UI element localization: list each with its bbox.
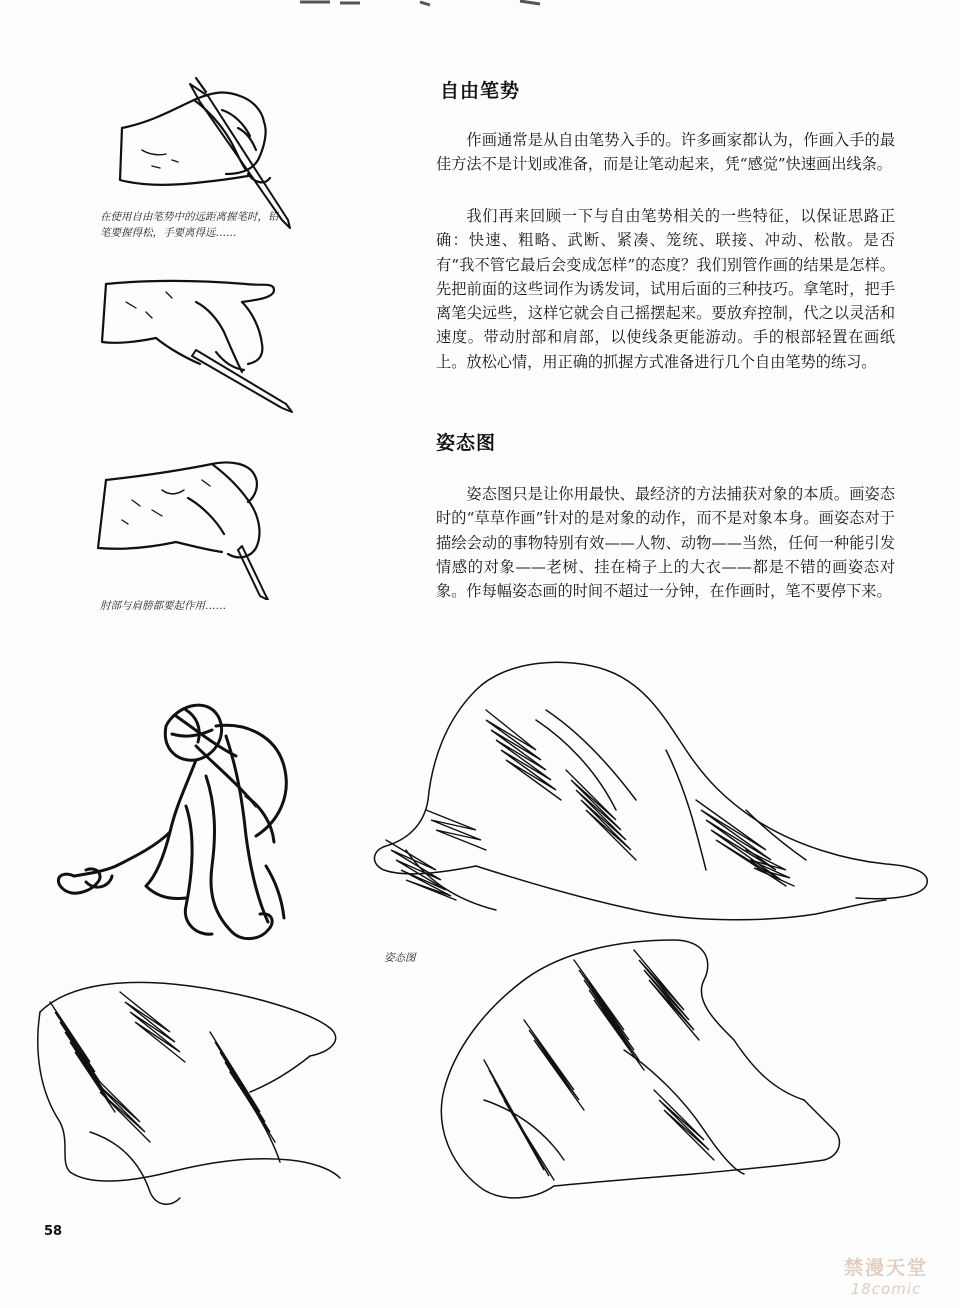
- section-heading-gesture: 姿态图: [436, 432, 497, 454]
- paragraph-gesture: 姿态图只是让你用最快、最经济的方法捕获对象的本质。画姿态时的“草草作画”针对的是对象的动作，而不是对象本身。画姿态对于描绘会动的事物特别有效——人物、动物——当然，任何一种能引发情感的对象——老树、挂在椅子上的大衣——都是不错的画姿态对象。作每幅姿态画的时间不超过一分钟，在作画时，笔不要停下来。: [436, 485, 895, 601]
- paragraph-free-stroke-details: 我们再来回顾一下与自由笔势相关的一些特征，以保证思路正确：快速、粗略、武断、紧凑、笼统、联接、冲动、松散。是否有“我不管它最后会变成怎样”的态度？我们别管作画的结果是怎样。先把前面的这些词作为诱发词，试用后面的三种技巧。拿笔时，把手离笔尖远些，这样它就会自己摇摆起来。要放弃控制，代之以灵活和速度。带动肘部和肩部，以使线条更能游动。手的根部轻置在画纸上。放松心情，用正确的抓握方式准备进行几个自由笔势的练习。: [436, 207, 895, 371]
- hand-pencil-under-palm-illustration: [96, 272, 306, 422]
- hand-drawing-3: [92, 450, 282, 600]
- gesture-drawing-kneeling-figure: [366, 650, 936, 950]
- gesture-drawing-reclining-figure: [30, 972, 350, 1212]
- seated-figure-sketch: [424, 920, 850, 1210]
- gesture-drawing-seated-figure: [424, 920, 850, 1210]
- hand-far-grip-illustration: [112, 70, 302, 230]
- caption-far-grip: 在使用自由笔势中的远距离握笔时，铅笔要握得松，手要离得远……: [100, 211, 279, 239]
- section-heading-free-stroke: 自由笔势: [440, 80, 521, 102]
- crouching-figure-sketch: [46, 686, 308, 956]
- caption-elbow-shoulder: 肘部与肩膀都要起作用……: [100, 600, 226, 612]
- site-watermark-logo: [836, 1253, 936, 1298]
- gesture-drawing-crouching-figure: [46, 686, 308, 956]
- page-number: 58: [44, 1224, 63, 1239]
- kneeling-figure-sketch: [366, 650, 936, 950]
- reclining-figure-sketch: [30, 972, 350, 1212]
- watermark-line2: 18comic: [850, 1280, 922, 1298]
- watermark-line1: 禁漫天堂: [843, 1257, 928, 1279]
- hand-vertical-pencil-illustration: [92, 450, 282, 600]
- paragraph-free-stroke-intro: 作画通常是从自由笔势入手的。许多画家都认为，作画入手的最佳方法不是计划或准备，而是让笔动起来，凭“感觉”快速画出线条。: [436, 131, 895, 174]
- scan-edge-marks: [0, 0, 960, 14]
- caption-gesture-drawing: 姿态图: [384, 952, 416, 964]
- hand-drawing-2: [96, 272, 306, 422]
- hand-drawing-1: [112, 70, 302, 230]
